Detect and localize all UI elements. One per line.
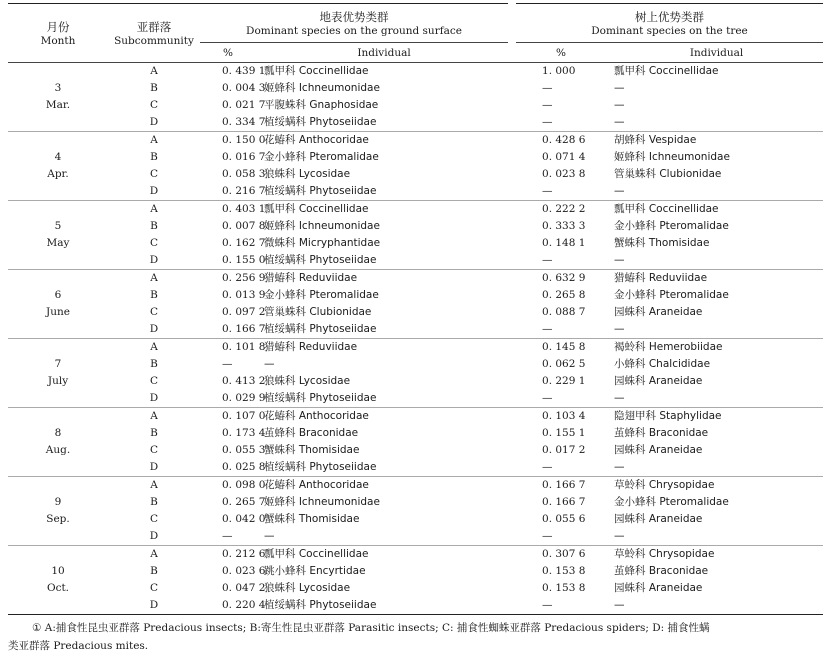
ground-pct-header: % bbox=[223, 46, 233, 59]
ground-percent-cell: 0. 155 0 bbox=[222, 254, 266, 266]
ground-percent-cell: 0. 439 1 bbox=[222, 65, 266, 77]
subcommunity-cell: B bbox=[150, 220, 158, 232]
ground-percent-cell: 0. 403 1 bbox=[200, 201, 256, 219]
ground-percent-cell: 0. 013 9 bbox=[222, 289, 266, 301]
tree-species-cell: 猎蝽科 Reduviidae bbox=[610, 270, 823, 288]
ground-species-cell: 猎蝽科 Reduviidae bbox=[256, 270, 512, 288]
month-header-cn: 月份 bbox=[46, 20, 70, 34]
tree-species-cell: — bbox=[614, 185, 625, 197]
ground-percent-cell: 0. 004 3 bbox=[222, 82, 266, 94]
ground-percent-cell: 0. 098 0 bbox=[200, 477, 256, 495]
ground-species-cell: 蟹蛛科 Thomisidae bbox=[264, 444, 360, 456]
ground-percent-cell: 0. 150 0 bbox=[200, 132, 256, 150]
tree-percent-cell: 0. 071 4 bbox=[542, 151, 586, 163]
subcommunity-cell: D bbox=[149, 599, 159, 611]
tree-species-cell: 姬蜂科 Ichneumonidae bbox=[614, 151, 730, 163]
ground-header-cn: 地表优势类群 bbox=[319, 10, 389, 24]
subcommunity-cell: D bbox=[149, 116, 159, 128]
tree-species-cell: 瓢甲科 Coccinellidae bbox=[614, 65, 719, 77]
table-row bbox=[8, 183, 823, 201]
tree-species-cell: — bbox=[614, 392, 625, 404]
tree-percent-cell: — bbox=[542, 461, 553, 473]
tree-species-cell: 草蛉科 Chrysopidae bbox=[610, 546, 823, 564]
tree-percent-cell: 0. 088 7 bbox=[542, 306, 586, 318]
tree-species-cell: 金小蜂科 Pteromalidae bbox=[614, 289, 729, 301]
tree-species-cell: 管巢蛛科 Clubionidae bbox=[614, 168, 722, 180]
subcommunity-cell: D bbox=[149, 392, 159, 404]
tree-percent-cell: 0. 153 8 bbox=[542, 582, 586, 594]
table-row bbox=[8, 408, 823, 426]
tree-percent-cell: — bbox=[542, 530, 553, 542]
ground-species-cell: 植绥螨科 Phytoseiidae bbox=[264, 116, 377, 128]
subcommunity-cell: A bbox=[108, 477, 200, 495]
table-row bbox=[8, 321, 823, 339]
ground-percent-cell: 0. 265 7 bbox=[222, 496, 266, 508]
ground-percent-cell: 0. 162 7 bbox=[222, 237, 266, 249]
ground-species-cell: 瓢甲科 Coccinellidae bbox=[264, 65, 369, 77]
sub-header-en: Subcommunity bbox=[114, 35, 194, 47]
table-row bbox=[8, 270, 823, 288]
ground-percent-cell: 0. 016 7 bbox=[222, 151, 266, 163]
ground-species-cell: 姬蜂科 Ichneumonidae bbox=[264, 220, 380, 232]
month-number: 3 bbox=[54, 82, 62, 94]
subcommunity-cell: B bbox=[150, 496, 158, 508]
tree-percent-cell: 0. 265 8 bbox=[542, 289, 586, 301]
table-row bbox=[8, 97, 823, 114]
table-row bbox=[8, 597, 823, 615]
ground-species-cell: 狼蛛科 Lycosidae bbox=[264, 582, 351, 594]
ground-percent-cell: 0. 007 8 bbox=[222, 220, 266, 232]
tree-percent-cell: 0. 148 1 bbox=[542, 237, 586, 249]
tree-percent-cell: 0. 103 4 bbox=[512, 408, 610, 426]
table-row bbox=[8, 149, 823, 166]
tree-percent-cell: 0. 153 8 bbox=[542, 565, 586, 577]
month-cell bbox=[8, 477, 108, 546]
table-row bbox=[8, 80, 823, 97]
tree-percent-cell: 1. 000 bbox=[542, 65, 576, 77]
ground-species-cell: 蟹蛛科 Thomisidae bbox=[264, 513, 360, 525]
table-row bbox=[8, 304, 823, 321]
month-number: 8 bbox=[54, 427, 62, 439]
tree-percent-cell: — bbox=[542, 392, 553, 404]
subcommunity-cell: D bbox=[149, 323, 159, 335]
subcommunity-cell: B bbox=[150, 565, 158, 577]
table-row bbox=[8, 494, 823, 511]
subcommunity-cell: D bbox=[149, 461, 159, 473]
ground-percent-cell: 0. 025 8 bbox=[222, 461, 266, 473]
tree-species-cell: — bbox=[614, 99, 625, 111]
ground-species-cell: 姬蜂科 Ichneumonidae bbox=[264, 82, 380, 94]
subcommunity-cell: D bbox=[149, 254, 159, 266]
subcommunity-cell: D bbox=[149, 185, 159, 197]
ground-species-cell: 管巢蛛科 Clubionidae bbox=[264, 306, 372, 318]
month-cell bbox=[8, 201, 108, 270]
tree-species-cell: 草蛉科 Chrysopidae bbox=[610, 477, 823, 495]
ground-species-cell: 微蛛科 Micryphantidae bbox=[264, 237, 381, 249]
ground-species-cell: 植绥螨科 Phytoseiidae bbox=[264, 461, 377, 473]
month-number: 7 bbox=[54, 358, 62, 370]
month-cell bbox=[8, 546, 108, 615]
subcommunity-cell: C bbox=[149, 582, 159, 594]
tree-percent-cell: 0. 155 1 bbox=[542, 427, 586, 439]
month-name: Sep. bbox=[46, 513, 70, 525]
tree-individual-header: Individual bbox=[689, 46, 744, 59]
ground-species-cell: 花蝽科 Anthocoridae bbox=[256, 132, 512, 150]
month-number: 6 bbox=[54, 289, 62, 301]
ground-species-cell: 金小蜂科 Pteromalidae bbox=[264, 289, 379, 301]
table-row bbox=[8, 201, 823, 219]
month-name: Oct. bbox=[46, 582, 70, 594]
tree-species-cell: — bbox=[614, 461, 625, 473]
table-row bbox=[8, 63, 823, 81]
tree-species-cell: 园蛛科 Araneidae bbox=[614, 444, 703, 456]
table-row bbox=[8, 252, 823, 270]
ground-percent-cell: 0. 220 4 bbox=[222, 599, 266, 611]
tree-pct-header: % bbox=[556, 46, 566, 59]
subcommunity-cell: C bbox=[149, 513, 159, 525]
tree-percent-cell: 0. 055 6 bbox=[542, 513, 586, 525]
tree-species-cell: 隐翅甲科 Staphylidae bbox=[610, 408, 823, 426]
table-row bbox=[8, 442, 823, 459]
dominant-species-table bbox=[8, 3, 823, 615]
ground-percent-cell: 0. 256 9 bbox=[200, 270, 256, 288]
ground-species-cell: 植绥螨科 Phytoseiidae bbox=[264, 185, 377, 197]
ground-percent-cell: 0. 055 3 bbox=[222, 444, 266, 456]
ground-species-cell: 金小蜂科 Pteromalidae bbox=[264, 151, 379, 163]
month-cell bbox=[8, 339, 108, 408]
footnote-line-1: ① A:捕食性昆虫亚群落 Predacious insects; B:寄生性昆虫亚群落 Parasitic insects; C: 捕食性蜘蛛亚群落 Predacious spiders; D: 捕食性螨 bbox=[32, 622, 710, 634]
tree-percent-cell: 0. 428 6 bbox=[512, 132, 610, 150]
tree-species-cell: 瓢甲科 Coccinellidae bbox=[610, 201, 823, 219]
tree-percent-cell: 0. 632 9 bbox=[512, 270, 610, 288]
subcommunity-cell: A bbox=[150, 65, 158, 77]
subcommunity-cell: A bbox=[108, 270, 200, 288]
ground-percent-cell: 0. 021 7 bbox=[222, 99, 266, 111]
month-cell bbox=[8, 132, 108, 201]
header-row-1 bbox=[8, 4, 823, 43]
subcommunity-cell: C bbox=[149, 444, 159, 456]
table-row bbox=[8, 528, 823, 546]
table-row bbox=[8, 563, 823, 580]
table-row bbox=[8, 287, 823, 304]
table-row bbox=[8, 580, 823, 597]
ground-percent-cell: 0. 097 2 bbox=[222, 306, 266, 318]
table-row bbox=[8, 546, 823, 564]
subcommunity-cell: C bbox=[149, 375, 159, 387]
ground-percent-cell: 0. 413 2 bbox=[222, 375, 266, 387]
ground-species-cell: 植绥螨科 Phytoseiidae bbox=[264, 254, 377, 266]
tree-species-cell: 金小蜂科 Pteromalidae bbox=[614, 496, 729, 508]
subcommunity-header bbox=[108, 4, 200, 63]
ground-species-cell: 狼蛛科 Lycosidae bbox=[264, 168, 351, 180]
subcommunity-cell: A bbox=[108, 201, 200, 219]
month-cell bbox=[8, 63, 108, 132]
ground-species-cell: 花蝽科 Anthocoridae bbox=[256, 408, 512, 426]
sub-header-cn: 亚群落 bbox=[136, 20, 172, 34]
ground-individual-header: Individual bbox=[357, 46, 411, 59]
ground-species-cell: — bbox=[264, 358, 275, 370]
ground-percent-cell: — bbox=[222, 530, 233, 542]
ground-header-en: Dominant species on the ground surface bbox=[246, 25, 462, 37]
tree-percent-cell: 0. 229 1 bbox=[542, 375, 586, 387]
tree-species-cell: — bbox=[614, 254, 625, 266]
subcommunity-cell: C bbox=[149, 306, 159, 318]
subcommunity-cell: C bbox=[149, 168, 159, 180]
ground-percent-cell: 0. 101 8 bbox=[200, 339, 256, 357]
tree-species-cell: — bbox=[614, 599, 625, 611]
ground-species-cell: 植绥螨科 Phytoseiidae bbox=[264, 392, 377, 404]
tree-species-cell: 茧蜂科 Braconidae bbox=[614, 565, 709, 577]
table-row bbox=[8, 339, 823, 357]
table-body bbox=[8, 63, 823, 615]
tree-percent-cell: — bbox=[542, 116, 553, 128]
ground-species-cell: — bbox=[264, 530, 275, 542]
tree-percent-cell: 0. 166 7 bbox=[542, 496, 586, 508]
subcommunity-cell: C bbox=[149, 237, 159, 249]
tree-species-cell: — bbox=[614, 82, 625, 94]
tree-percent-cell: 0. 023 8 bbox=[542, 168, 586, 180]
tree-percent-cell: — bbox=[542, 254, 553, 266]
table-row bbox=[8, 477, 823, 495]
ground-percent-cell: 0. 212 6 bbox=[200, 546, 256, 564]
tree-species-cell: 园蛛科 Araneidae bbox=[614, 306, 703, 318]
tree-percent-cell: — bbox=[542, 82, 553, 94]
month-name: May bbox=[46, 237, 70, 249]
subcommunity-cell: B bbox=[150, 358, 158, 370]
ground-species-cell: 猎蝽科 Reduviidae bbox=[256, 339, 512, 357]
ground-percent-cell: 0. 029 9 bbox=[222, 392, 266, 404]
month-number: 10 bbox=[51, 565, 65, 577]
ground-percent-cell: 0. 173 4 bbox=[222, 427, 266, 439]
table-row bbox=[8, 511, 823, 528]
subcommunity-cell: B bbox=[150, 82, 158, 94]
tree-species-cell: — bbox=[614, 116, 625, 128]
tree-species-cell: 园蛛科 Araneidae bbox=[614, 375, 703, 387]
ground-percent-cell: 0. 058 3 bbox=[222, 168, 266, 180]
tree-percent-cell: 0. 166 7 bbox=[512, 477, 610, 495]
ground-header bbox=[200, 4, 512, 43]
month-header bbox=[8, 4, 108, 63]
ground-percent-cell: 0. 107 0 bbox=[200, 408, 256, 426]
ground-percent-cell: 0. 023 6 bbox=[222, 565, 266, 577]
ground-percent-cell: — bbox=[222, 358, 233, 370]
month-number: 9 bbox=[54, 496, 62, 508]
table-row bbox=[8, 425, 823, 442]
month-name: Aug. bbox=[45, 444, 71, 456]
table-row bbox=[8, 114, 823, 132]
tree-percent-cell: — bbox=[542, 99, 553, 111]
subcommunity-cell: D bbox=[149, 530, 159, 542]
ground-species-cell: 花蝽科 Anthocoridae bbox=[256, 477, 512, 495]
subcommunity-cell: B bbox=[150, 289, 158, 301]
ground-species-cell: 植绥螨科 Phytoseiidae bbox=[264, 599, 377, 611]
ground-species-cell: 跳小蜂科 Encyrtidae bbox=[264, 565, 366, 577]
ground-species-cell: 茧蜂科 Braconidae bbox=[264, 427, 359, 439]
table-row bbox=[8, 235, 823, 252]
footnote-line-2: 类亚群落 Predacious mites. bbox=[8, 640, 149, 652]
tree-percent-cell: 0. 222 2 bbox=[512, 201, 610, 219]
subcommunity-cell: B bbox=[150, 151, 158, 163]
subcommunity-cell: A bbox=[108, 132, 200, 150]
month-cell bbox=[8, 270, 108, 339]
table-row bbox=[8, 390, 823, 408]
tree-percent-cell: 0. 307 6 bbox=[512, 546, 610, 564]
subcommunity-cell: C bbox=[149, 99, 159, 111]
tree-header-cn: 树上优势类群 bbox=[635, 10, 705, 24]
tree-percent-cell: 0. 145 8 bbox=[512, 339, 610, 357]
ground-species-cell: 植绥螨科 Phytoseiidae bbox=[264, 323, 377, 335]
ground-percent-cell: 0. 042 0 bbox=[222, 513, 266, 525]
tree-species-cell: 园蛛科 Araneidae bbox=[614, 582, 703, 594]
month-number: 5 bbox=[54, 220, 62, 232]
tree-header-en: Dominant species on the tree bbox=[591, 25, 748, 37]
ground-percent-cell: 0. 334 7 bbox=[222, 116, 266, 128]
month-name: Mar. bbox=[45, 99, 71, 111]
tree-percent-cell: — bbox=[542, 323, 553, 335]
tree-species-cell: 园蛛科 Araneidae bbox=[614, 513, 703, 525]
tree-percent-cell: 0. 017 2 bbox=[542, 444, 586, 456]
subcommunity-cell: A bbox=[108, 546, 200, 564]
table-row bbox=[8, 218, 823, 235]
ground-species-cell: 平腹蛛科 Gnaphosidae bbox=[264, 99, 379, 111]
tree-percent-cell: — bbox=[542, 185, 553, 197]
ground-species-cell: 瓢甲科 Coccinellidae bbox=[256, 201, 512, 219]
table-row bbox=[8, 373, 823, 390]
month-number: 4 bbox=[54, 151, 62, 163]
tree-species-cell: 褐蛉科 Hemerobiidae bbox=[610, 339, 823, 357]
tree-species-cell: — bbox=[614, 530, 625, 542]
table-row bbox=[8, 459, 823, 477]
subcommunity-cell: A bbox=[108, 408, 200, 426]
tree-species-cell: 胡蜂科 Vespidae bbox=[610, 132, 823, 150]
month-name: July bbox=[47, 375, 69, 387]
month-header-en: Month bbox=[40, 35, 76, 47]
subcommunity-cell: A bbox=[108, 339, 200, 357]
tree-header bbox=[512, 4, 823, 43]
tree-species-cell: 茧蜂科 Braconidae bbox=[614, 427, 709, 439]
table-row bbox=[8, 166, 823, 183]
ground-percent-cell: 0. 166 7 bbox=[222, 323, 266, 335]
month-name: Apr. bbox=[47, 168, 69, 180]
tree-species-cell: — bbox=[614, 323, 625, 335]
table-row bbox=[8, 132, 823, 150]
tree-species-cell: 金小蜂科 Pteromalidae bbox=[614, 220, 729, 232]
tree-species-cell: 蟹蛛科 Thomisidae bbox=[614, 237, 710, 249]
tree-percent-cell: — bbox=[542, 599, 553, 611]
tree-species-cell: 小蜂科 Chalcididae bbox=[614, 358, 711, 370]
table-row bbox=[8, 356, 823, 373]
month-name: June bbox=[46, 306, 70, 318]
ground-species-cell: 狼蛛科 Lycosidae bbox=[264, 375, 351, 387]
ground-species-cell: 姬蜂科 Ichneumonidae bbox=[264, 496, 380, 508]
tree-percent-cell: 0. 062 5 bbox=[542, 358, 586, 370]
ground-percent-cell: 0. 216 7 bbox=[222, 185, 266, 197]
tree-percent-cell: 0. 333 3 bbox=[542, 220, 586, 232]
subcommunity-cell: B bbox=[150, 427, 158, 439]
ground-species-cell: 瓢甲科 Coccinellidae bbox=[256, 546, 512, 564]
month-cell bbox=[8, 408, 108, 477]
footnote bbox=[8, 619, 822, 655]
ground-percent-cell: 0. 047 2 bbox=[222, 582, 266, 594]
